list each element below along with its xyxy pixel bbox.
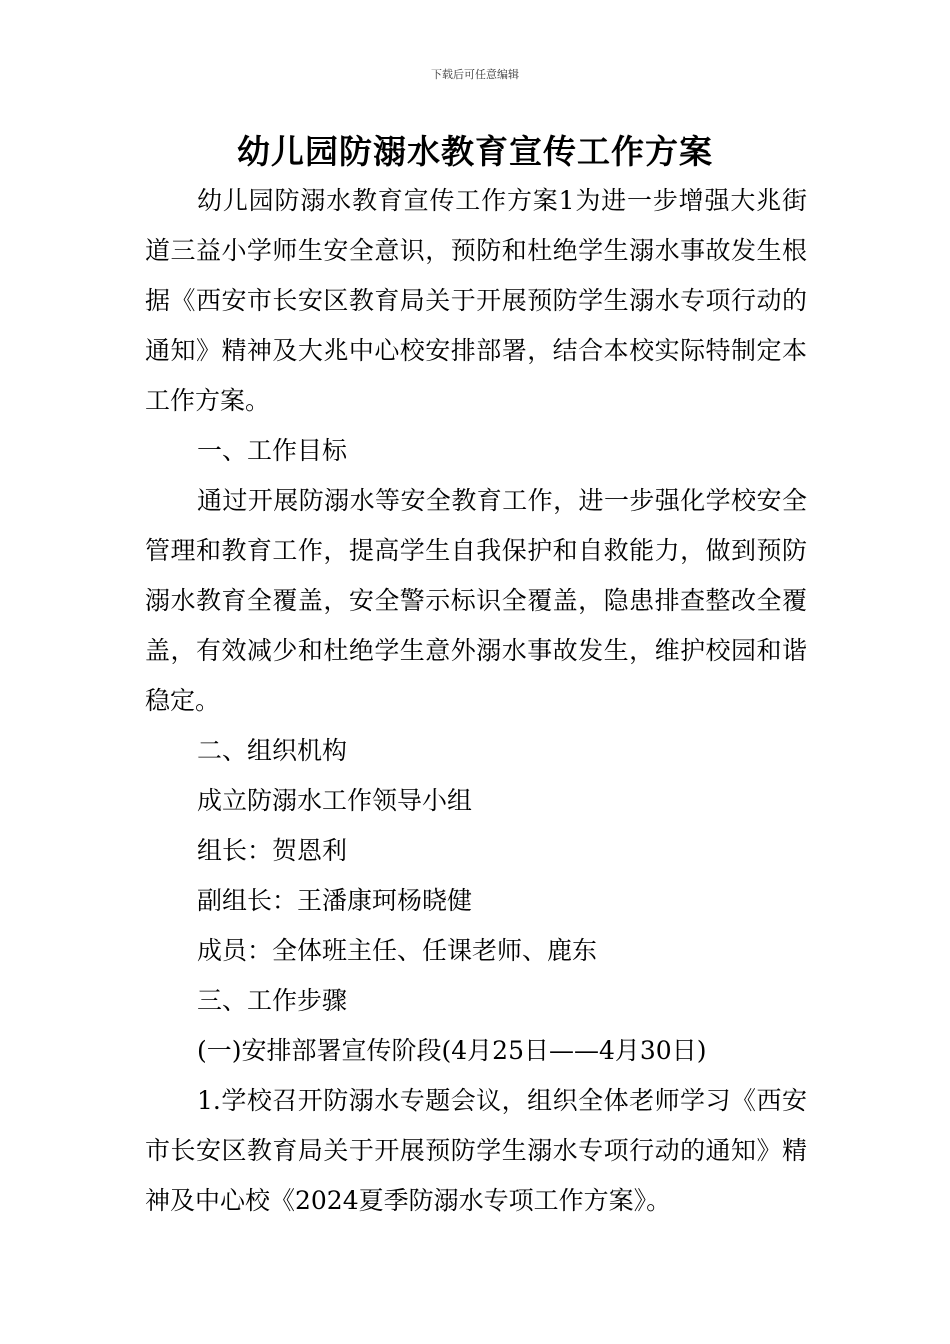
paragraph-deputy: 副组长：王潘康珂杨晓健	[197, 886, 473, 915]
document-body	[145, 176, 807, 1226]
paragraph-intro: 幼儿园防溺水教育宣传工作方案1为进一步增强大兆街道三益小学师生安全意识，预防和杜绝学生溺水事故发生根据《西安市长安区教育局关于开展预防学生溺水专项行动的通知》精神及大兆中心校安排部署，结合本校实际特制定本工作方案。	[145, 186, 807, 415]
heading-organization: 二、组织机构	[197, 736, 348, 765]
heading-work-steps: 三、工作步骤	[197, 986, 348, 1015]
paragraph-leader: 组长：贺恩利	[197, 836, 348, 865]
paragraph-step-1: 1.学校召开防溺水专题会议，组织全体老师学习《西安市长安区教育局关于开展预防学生溺水专项行动的通知》精神及中心校《2024夏季防溺水专项工作方案》。	[145, 1086, 807, 1215]
page-title: 幼儿园防溺水教育宣传工作方案	[237, 132, 713, 171]
heading-work-goal: 一、工作目标	[197, 436, 348, 465]
paragraph-members: 成员：全体班主任、任课老师、鹿东	[197, 936, 598, 965]
paragraph-stage-1: (一)安排部署宣传阶段(4月25日——4月30日)	[197, 1036, 707, 1065]
header-note: 下载后可任意编辑	[431, 68, 519, 81]
paragraph-org-intro: 成立防溺水工作领导小组	[197, 786, 473, 815]
paragraph-goal: 通过开展防溺水等安全教育工作，进一步强化学校安全管理和教育工作，提高学生自我保护和自救能力，做到预防溺水教育全覆盖，安全警示标识全覆盖，隐患排查整改全覆盖，有效减少和杜绝学生意外溺水事故发生，维护校园和谐稳定。	[145, 486, 807, 715]
